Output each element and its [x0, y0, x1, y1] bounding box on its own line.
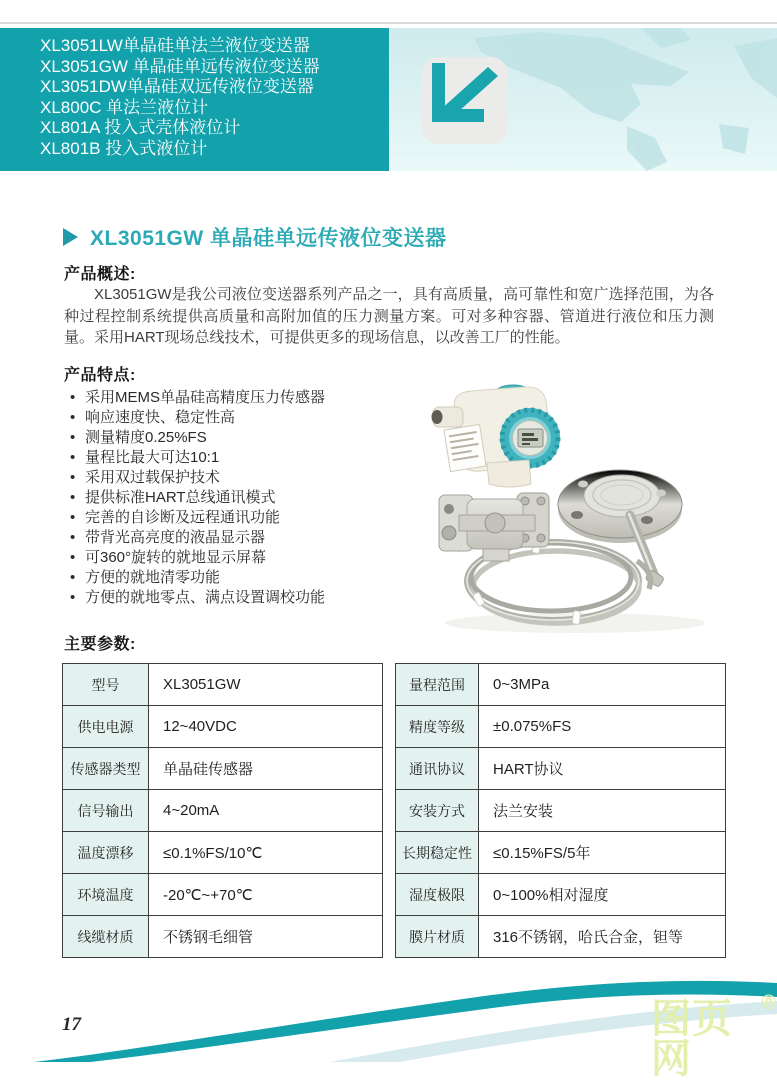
param-label: 膜片材质 — [396, 916, 479, 958]
table-row — [396, 748, 726, 790]
table-row — [63, 790, 383, 832]
arrow-down-left-icon — [422, 57, 508, 144]
params-tables — [62, 663, 726, 958]
param-value: 0~100%相对湿度 — [479, 874, 726, 916]
header-product-list — [0, 28, 389, 171]
table-row — [396, 706, 726, 748]
param-value: XL3051GW — [149, 664, 383, 706]
feature-item: • 方便的就地清零功能 — [68, 568, 428, 588]
triangle-bullet-icon — [63, 228, 78, 246]
param-label: 信号输出 — [63, 790, 149, 832]
feature-item: • 带背光高亮度的液晶显示器 — [68, 528, 428, 548]
table-row — [396, 874, 726, 916]
param-label: 供电电源 — [63, 706, 149, 748]
param-value: 不锈钢毛细管 — [149, 916, 383, 958]
param-value: 0~3MPa — [479, 664, 726, 706]
params-table-right — [395, 663, 726, 958]
overview-text: XL3051GW是我公司液位变送器系列产品之一，具有高质量，高可靠性和宽广选择范围，为各种过程控制系统提供高质量和高附加值的压力测量方案。可对多种容器、管道进行液位和压力测量。采用HART现场总线技术，可提供更多的现场信息，以改善工厂的性能。 — [64, 286, 714, 346]
table-row — [396, 832, 726, 874]
params-table-left — [62, 663, 383, 958]
param-label: 湿度极限 — [396, 874, 479, 916]
table-row — [63, 664, 383, 706]
param-value: 单晶硅传感器 — [149, 748, 383, 790]
param-label: 量程范围 — [396, 664, 479, 706]
page-number: 17 — [62, 1014, 81, 1035]
feature-item: • 可360°旋转的就地显示屏幕 — [68, 548, 428, 568]
param-value: ≤0.1%FS/10℃ — [149, 832, 383, 874]
feature-item: • 采用双过载保护技术 — [68, 468, 428, 488]
features-heading: 产品特点: — [64, 367, 136, 384]
brand-logo — [422, 57, 508, 144]
param-label: 通讯协议 — [396, 748, 479, 790]
table-row — [63, 874, 383, 916]
header-product-1: XL3051LW单晶硅单法兰液位变送器 — [40, 36, 310, 55]
header-product-4: XL800C 单法兰液位计 — [40, 97, 209, 117]
param-label: 传感器类型 — [63, 748, 149, 790]
top-divider-line — [0, 22, 777, 24]
param-label: 温度漂移 — [63, 832, 149, 874]
param-value: -20℃~+70℃ — [149, 874, 383, 916]
param-label: 环境温度 — [63, 874, 149, 916]
header-product-6: XL801B 投入式液位计 — [40, 138, 208, 158]
product-photo-transmitter-with-remote-flange — [425, 383, 777, 641]
param-label: 型号 — [63, 664, 149, 706]
header-product-5: XL801A 投入式壳体液位计 — [40, 118, 241, 137]
feature-item: • 提供标准HART总线通讯模式 — [68, 488, 428, 508]
feature-item: • 测量精度0.25%FS — [68, 428, 428, 448]
features-list — [68, 388, 428, 608]
param-label: 精度等级 — [396, 706, 479, 748]
header-map-banner — [389, 28, 777, 171]
registered-mark-icon: ® — [761, 992, 776, 1014]
watermark-text: 图页网 — [651, 997, 733, 1081]
param-value: 4~20mA — [149, 790, 383, 832]
feature-item: • 量程比最大可达10:1 — [68, 448, 428, 468]
watermark-logo — [651, 992, 777, 1081]
table-row — [396, 664, 726, 706]
table-row — [63, 706, 383, 748]
param-label: 安装方式 — [396, 790, 479, 832]
params-heading: 主要参数: — [64, 636, 136, 653]
feature-item: • 采用MEMS单晶硅高精度压力传感器 — [68, 388, 428, 408]
param-label: 线缆材质 — [63, 916, 149, 958]
param-label: 长期稳定性 — [396, 832, 479, 874]
table-row — [396, 790, 726, 832]
param-value: 316不锈钢，哈氏合金，钽等 — [479, 916, 726, 958]
param-value: ≤0.15%FS/5年 — [479, 832, 726, 874]
header-product-3: XL3051DW单晶硅双远传液位变送器 — [40, 77, 314, 96]
param-value: HART协议 — [479, 748, 726, 790]
feature-item: • 响应速度快、稳定性高 — [68, 408, 428, 428]
header-product-2: XL3051GW 单晶硅单远传液位变送器 — [40, 56, 320, 76]
overview-heading: 产品概述: — [64, 266, 136, 283]
feature-item: • 方便的就地零点、满点设置调校功能 — [68, 588, 428, 608]
param-value: 12~40VDC — [149, 706, 383, 748]
param-value: ±0.075%FS — [479, 706, 726, 748]
param-value: 法兰安装 — [479, 790, 726, 832]
table-row — [63, 832, 383, 874]
table-row — [63, 748, 383, 790]
feature-item: • 完善的自诊断及远程通讯功能 — [68, 508, 428, 528]
section-title-row — [63, 222, 447, 252]
section-title: XL3051GW 单晶硅单远传液位变送器 — [90, 227, 447, 250]
